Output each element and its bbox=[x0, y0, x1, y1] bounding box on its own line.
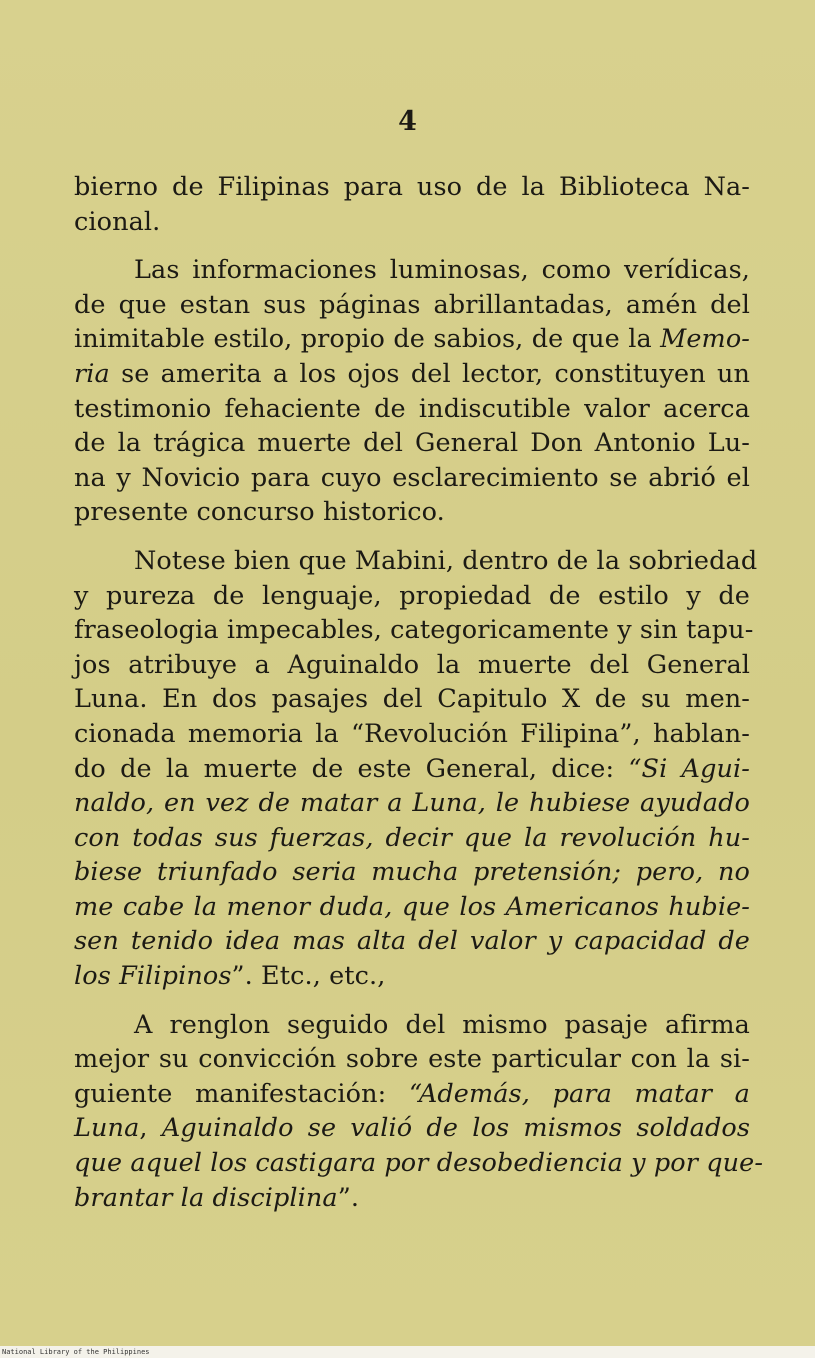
scan-credit: National Library of the Philippines bbox=[2, 1348, 150, 1356]
text-line bbox=[74, 1042, 750, 1077]
text-segment: jos atribuye a Aguinaldo la muerte del General bbox=[74, 649, 750, 680]
text-segment: y pureza de lenguaje, propiedad de estilo y de bbox=[74, 580, 750, 611]
text-line bbox=[74, 392, 750, 427]
text-line bbox=[74, 1077, 750, 1112]
italic-text: que aquel los castigara por desobediencia y por que- bbox=[74, 1148, 764, 1179]
text-segment: ”. Etc., etc., bbox=[231, 961, 386, 992]
italic-text: “Además, para matar a bbox=[408, 1078, 750, 1109]
text-segment: mejor su convicción sobre este particular con la si- bbox=[74, 1044, 750, 1075]
text-line bbox=[74, 1181, 750, 1216]
text-segment: do de la muerte de este General, dice: bbox=[74, 753, 629, 784]
italic-text: con todas sus fuerzas, decir que la revolución hu- bbox=[74, 822, 750, 853]
text-segment: ”. bbox=[337, 1182, 360, 1213]
text-line bbox=[74, 495, 750, 530]
italic-text: “Si Agui- bbox=[628, 753, 750, 784]
italic-text: sen tenido idea mas alta del valor y capacidad de bbox=[74, 926, 750, 957]
text-line bbox=[74, 170, 750, 205]
text-segment: cional. bbox=[74, 206, 161, 237]
text-segment: inimitable estilo, propio de sabios, de que la bbox=[74, 324, 661, 355]
text-segment: cionada memoria la “Revolución Filipina”, hablan- bbox=[74, 718, 750, 749]
text-line bbox=[74, 890, 750, 925]
text-segment: de que estan sus páginas abrillantadas, amén del bbox=[74, 289, 750, 320]
text-segment: na y Novicio para cuyo esclarecimiento se abrió el bbox=[74, 462, 750, 493]
text-line bbox=[74, 1008, 750, 1043]
text-segment: se amerita a los ojos del lector, constituyen un bbox=[109, 358, 750, 389]
text-segment: bierno de Filipinas para uso de la Biblioteca Na- bbox=[74, 172, 750, 202]
text-line bbox=[74, 821, 750, 856]
text-line bbox=[74, 717, 750, 752]
text-line bbox=[74, 648, 750, 683]
text-line bbox=[74, 1111, 750, 1146]
italic-text: biese triunfado seria mucha pretensión; pero, no bbox=[74, 857, 750, 888]
text-segment: guiente manifestación: bbox=[74, 1078, 409, 1109]
text-line bbox=[74, 205, 750, 240]
italic-text: Luna bbox=[74, 1113, 140, 1144]
paragraph bbox=[74, 170, 750, 239]
text-segment: presente concurso historico. bbox=[74, 497, 445, 528]
text-line bbox=[74, 1146, 764, 1181]
text-line bbox=[74, 924, 750, 959]
text-line bbox=[74, 752, 750, 787]
text-line bbox=[74, 461, 750, 496]
text-line bbox=[74, 786, 750, 821]
text-line bbox=[74, 855, 750, 890]
italic-text: me cabe la menor duda, que los Americanos hubie- bbox=[74, 891, 750, 922]
text-line bbox=[74, 357, 750, 392]
text-line bbox=[74, 579, 750, 614]
text-line bbox=[74, 544, 758, 579]
italic-text: ria bbox=[74, 358, 110, 389]
text-line bbox=[74, 959, 750, 994]
text-segment: Las informaciones luminosas, como verídicas, bbox=[134, 255, 750, 286]
italic-text: los Filipinos bbox=[74, 961, 232, 992]
italic-text: Aguinaldo se valió de los mismos soldados bbox=[161, 1113, 751, 1144]
italic-text: Memo- bbox=[660, 324, 750, 355]
paragraph bbox=[74, 1008, 764, 1216]
text-line bbox=[74, 322, 750, 357]
text-segment: testimonio fehaciente de indiscutible valor acerca bbox=[74, 393, 750, 424]
italic-text: brantar la disciplina bbox=[74, 1182, 338, 1213]
text-segment: Luna. En dos pasajes del Capitulo X de su men- bbox=[74, 684, 750, 715]
text-segment: de la trágica muerte del General Don Antonio Lu- bbox=[74, 428, 750, 459]
text-segment: Notese bien que Mabini, dentro de la sobriedad bbox=[134, 545, 758, 576]
text-segment: A renglon seguido del mismo pasaje afirma bbox=[134, 1009, 750, 1040]
text-line bbox=[74, 613, 754, 648]
text-segment: fraseologia impecables, categoricamente y sin tapu- bbox=[74, 615, 754, 646]
italic-text: naldo, en vez de matar a Luna, le hubiese ayudado bbox=[74, 788, 750, 819]
body-text bbox=[74, 170, 764, 1215]
paragraph bbox=[74, 253, 750, 530]
page-number: 4 bbox=[398, 106, 417, 137]
text-line bbox=[74, 426, 750, 461]
text-line bbox=[74, 682, 750, 717]
text-segment: , bbox=[139, 1113, 162, 1144]
paragraph bbox=[74, 544, 758, 994]
text-line bbox=[74, 288, 750, 323]
text-line bbox=[74, 253, 750, 288]
